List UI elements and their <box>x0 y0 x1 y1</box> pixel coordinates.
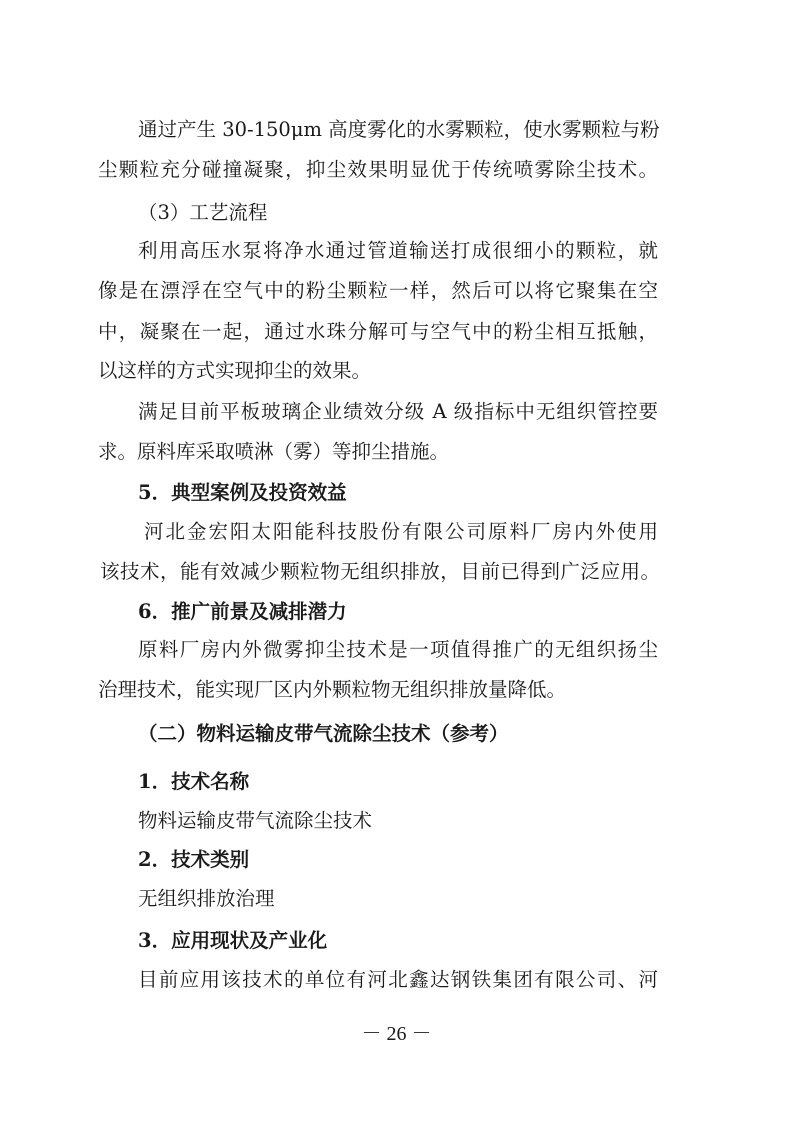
body-line: 无组织排放治理 <box>138 887 275 910</box>
section-heading: 5．典型案例及投资效益 <box>138 481 347 504</box>
section-heading: 6．推广前景及减排潜力 <box>138 600 347 623</box>
chapter-heading: （二）物料运输皮带气流除尘技术（参考） <box>138 722 509 745</box>
body-line: 中，凝聚在一起，通过水珠分解可与空气中的粉尘相互抵触， <box>98 320 658 343</box>
page-number: － 26 － <box>361 1023 432 1045</box>
section-heading: 2．技术类别 <box>138 848 250 871</box>
body-line: 求。原料库采取喷淋（雾）等抑尘措施。 <box>98 440 450 463</box>
body-line: 物料运输皮带气流除尘技术 <box>138 809 373 832</box>
body-line: 满足目前平板玻璃企业绩效分级 A 级指标中无组织管控要 <box>138 400 658 423</box>
section-heading: 3．应用现状及产业化 <box>138 929 328 952</box>
body-line: 以这样的方式实现抑尘的效果。 <box>98 359 372 382</box>
subsection-heading: （3）工艺流程 <box>138 201 268 224</box>
body-line: 尘颗粒充分碰撞凝聚，抑尘效果明显优于传统喷雾除尘技术。 <box>98 158 658 181</box>
body-line: 该技术，能有效减少颗粒物无组织排放，目前已得到广泛应用。 <box>100 560 660 583</box>
body-line: 原料厂房内外微雾抑尘技术是一项值得推广的无组织扬尘 <box>138 638 658 661</box>
body-line: 利用高压水泵将净水通过管道输送打成很细小的颗粒，就 <box>138 239 658 262</box>
body-line: 目前应用该技术的单位有河北鑫达钢铁集团有限公司、河 <box>138 968 658 991</box>
section-heading: 1．技术名称 <box>138 770 250 793</box>
body-line: 河北金宏阳太阳能科技股份有限公司原料厂房内外使用 <box>144 520 658 543</box>
body-line: 治理技术，能实现厂区内外颗粒物无组织排放量降低。 <box>98 678 567 701</box>
body-line: 通过产生 30-150μm 高度雾化的水雾颗粒，使水雾颗粒与粉 <box>138 118 660 141</box>
body-line: 像是在漂浮在空气中的粉尘颗粒一样，然后可以将它聚集在空 <box>98 279 658 302</box>
